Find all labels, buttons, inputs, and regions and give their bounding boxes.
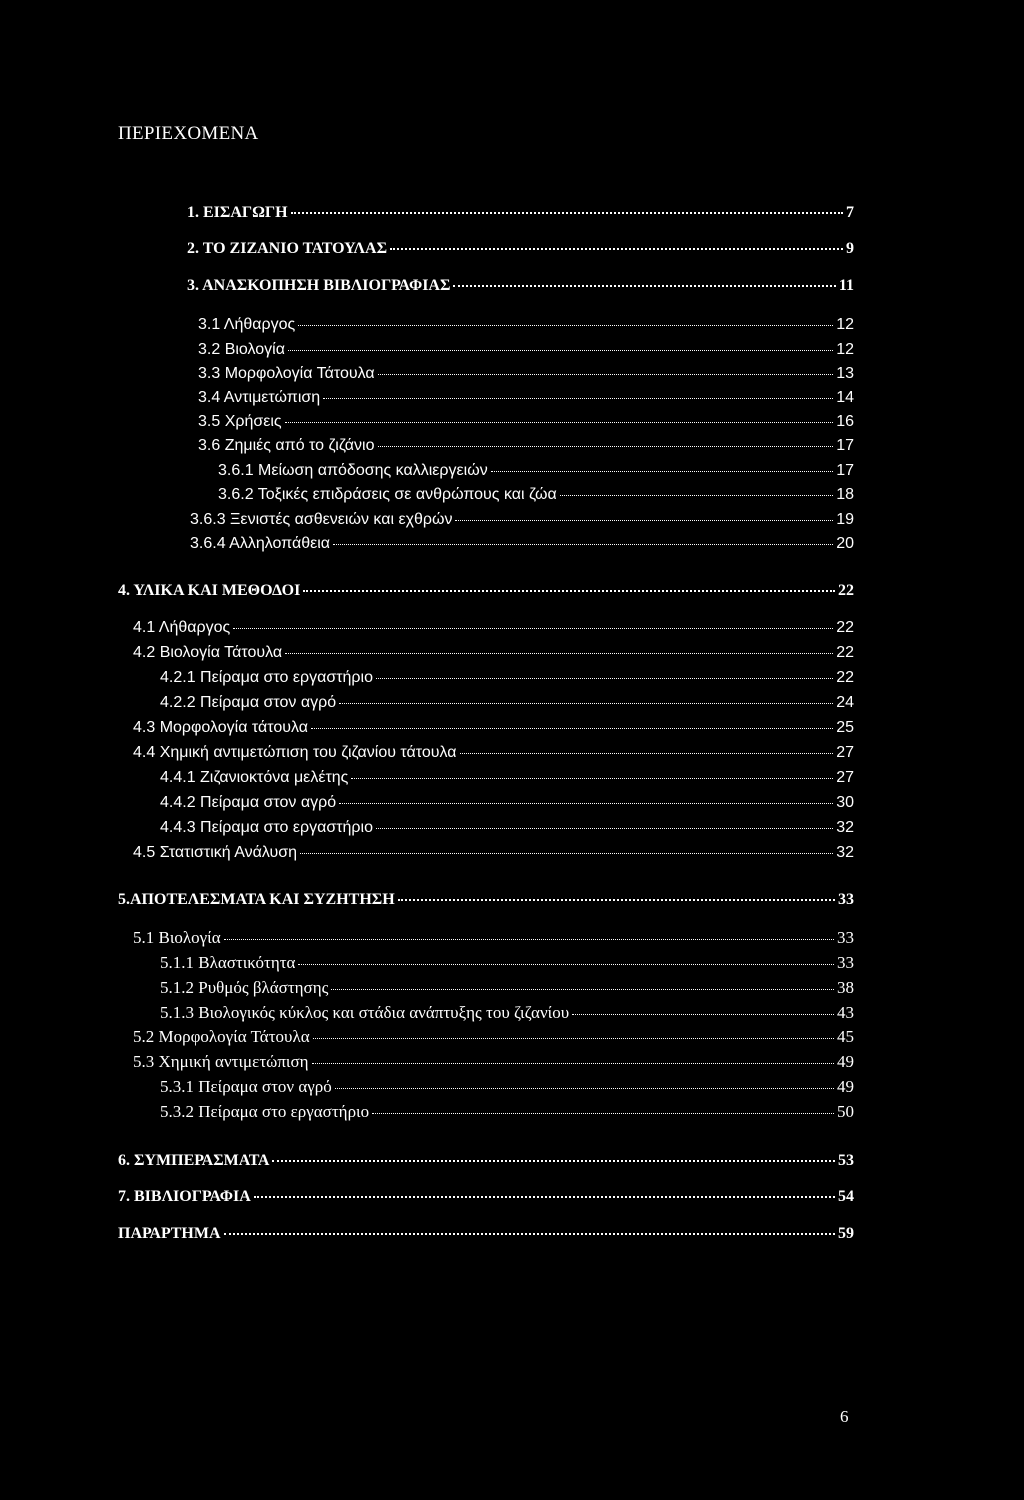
toc-entry[interactable] bbox=[118, 1152, 854, 1170]
dot-leader bbox=[339, 703, 833, 704]
dot-leader bbox=[376, 828, 833, 829]
toc-entry[interactable] bbox=[133, 644, 854, 662]
toc-entry[interactable] bbox=[190, 511, 854, 529]
toc-entry-page: 53 bbox=[838, 1152, 854, 1169]
toc-entry-page: 18 bbox=[836, 486, 854, 503]
toc-entry-label: 3.1 Λήθαργος bbox=[198, 316, 296, 333]
toc-entry[interactable] bbox=[160, 694, 854, 712]
toc-entry[interactable] bbox=[198, 437, 854, 455]
toc-entry-page: 24 bbox=[836, 694, 854, 711]
toc-entry-label: 1. ΕΙΣΑΓΩΓΗ bbox=[187, 204, 288, 221]
dot-leader bbox=[254, 1196, 835, 1198]
toc-entry-label: 5.3.2 Πείραμα στο εργαστήριο bbox=[160, 1102, 370, 1121]
toc-entry-page: 54 bbox=[838, 1188, 854, 1205]
dot-leader bbox=[378, 374, 834, 375]
toc-entry-page: 13 bbox=[836, 365, 854, 382]
toc-entry[interactable] bbox=[198, 365, 854, 383]
toc-entry-label: 2. ΤΟ ΖΙΖΑΝΙΟ ΤΑΤΟΥΛΑΣ bbox=[187, 240, 388, 257]
toc-entry-label: 4.4.2 Πείραμα στον αγρό bbox=[160, 794, 337, 811]
dot-leader bbox=[323, 398, 833, 399]
toc-entry-label: 4.4 Χημική αντιμετώπιση του ζιζανίου τάτουλα bbox=[133, 744, 457, 761]
toc-entry-label: 3.5 Χρήσεις bbox=[198, 413, 282, 430]
dot-leader bbox=[351, 778, 833, 779]
toc-entry-page: 27 bbox=[836, 769, 854, 786]
toc-entry[interactable] bbox=[133, 1052, 854, 1072]
dot-leader bbox=[233, 628, 833, 629]
dot-leader bbox=[285, 653, 833, 654]
dot-leader bbox=[372, 1113, 834, 1114]
dot-leader bbox=[272, 1160, 835, 1162]
dot-leader bbox=[339, 803, 833, 804]
toc-entry[interactable] bbox=[118, 1188, 854, 1206]
dot-leader bbox=[491, 471, 834, 472]
toc-entry-label: ΠΑΡΑΡΤΗΜΑ bbox=[118, 1225, 221, 1242]
toc-entry-label: 3.2 Βιολογία bbox=[198, 341, 285, 358]
toc-entry[interactable] bbox=[160, 669, 854, 687]
toc-entry-label: 4.5 Στατιστική Ανάλυση bbox=[133, 844, 298, 861]
toc-entry[interactable] bbox=[133, 844, 854, 862]
toc-entry[interactable] bbox=[160, 1003, 854, 1023]
toc-entry-label: 4.2.1 Πείραμα στο εργαστήριο bbox=[160, 669, 373, 686]
dot-leader bbox=[460, 753, 834, 754]
toc-entry-label: 4.4.1 Ζιζανιοκτόνα μελέτης bbox=[160, 769, 349, 786]
toc-entry[interactable] bbox=[160, 769, 854, 787]
dot-leader bbox=[298, 325, 833, 326]
dot-leader bbox=[335, 1088, 834, 1089]
dot-leader bbox=[378, 446, 834, 447]
toc-entry[interactable] bbox=[160, 1077, 854, 1097]
toc-entry-label: 4.4.3 Πείραμα στο εργαστήριο bbox=[160, 819, 373, 836]
toc-entry[interactable] bbox=[198, 389, 854, 407]
toc-entry-label: 5.ΑΠΟΤΕΛΕΣΜΑΤΑ ΚΑΙ ΣΥΖΗΤΗΣΗ bbox=[118, 891, 395, 908]
dot-leader bbox=[312, 1063, 834, 1064]
toc-entry-page: 16 bbox=[836, 413, 854, 430]
toc-entry-label: 6. ΣΥΜΠΕΡΑΣΜΑΤΑ bbox=[118, 1152, 270, 1169]
dot-leader bbox=[300, 853, 833, 854]
dot-leader bbox=[285, 422, 834, 423]
toc-entry-page: 38 bbox=[837, 978, 854, 997]
dot-leader bbox=[331, 989, 834, 990]
dot-leader bbox=[455, 520, 833, 521]
dot-leader bbox=[224, 1233, 835, 1235]
toc-entry[interactable] bbox=[133, 744, 854, 762]
dot-leader bbox=[291, 212, 843, 214]
toc-entry-page: 45 bbox=[837, 1027, 854, 1046]
dot-leader bbox=[303, 590, 835, 592]
toc-entry-page: 9 bbox=[846, 240, 854, 257]
toc-entry[interactable] bbox=[118, 582, 854, 600]
toc-entry-page: 22 bbox=[838, 582, 854, 599]
toc-entry-label: 5.2 Μορφολογία Τάτουλα bbox=[133, 1027, 310, 1046]
toc-entry[interactable] bbox=[187, 277, 854, 295]
toc-entry-page: 30 bbox=[836, 794, 854, 811]
toc-entry-page: 12 bbox=[836, 316, 854, 333]
toc-entry[interactable] bbox=[160, 978, 854, 998]
toc-entry-page: 59 bbox=[838, 1225, 854, 1242]
dot-leader bbox=[453, 285, 835, 287]
toc-entry[interactable] bbox=[187, 204, 854, 222]
dot-leader bbox=[560, 495, 833, 496]
toc-entry-page: 22 bbox=[836, 669, 854, 686]
toc-entry-page: 49 bbox=[837, 1077, 854, 1096]
toc-entry-page: 32 bbox=[836, 844, 854, 861]
toc-entry-page: 19 bbox=[836, 511, 854, 528]
toc-entry-label: 5.3 Χημική αντιμετώπιση bbox=[133, 1052, 309, 1071]
toc-entry-page: 22 bbox=[836, 644, 854, 661]
toc-entry[interactable] bbox=[187, 240, 854, 258]
toc-entry[interactable] bbox=[190, 535, 854, 553]
dot-leader bbox=[311, 728, 833, 729]
toc-entry-page: 49 bbox=[837, 1052, 854, 1071]
dot-leader bbox=[288, 350, 833, 351]
toc-entry-label: 4.2.2 Πείραμα στον αγρό bbox=[160, 694, 337, 711]
toc-entry-label: 3.6.2 Τοξικές επιδράσεις σε ανθρώπους και ζώα bbox=[218, 486, 557, 503]
toc-entry-page: 25 bbox=[836, 719, 854, 736]
toc-entry[interactable] bbox=[133, 719, 854, 737]
toc-entry-page: 17 bbox=[836, 462, 854, 479]
toc-entry-label: 3.6.1 Μείωση απόδοσης καλλιεργειών bbox=[218, 462, 488, 479]
page-title: ΠΕΡΙΕΧΟΜΕΝΑ bbox=[118, 123, 259, 144]
toc-entry-label: 5.1 Βιολογία bbox=[133, 928, 221, 947]
toc-entry-label: 3.4 Αντιμετώπιση bbox=[198, 389, 321, 406]
toc-entry[interactable] bbox=[133, 928, 854, 948]
dot-leader bbox=[298, 964, 834, 965]
toc-entry-page: 33 bbox=[838, 891, 854, 908]
toc-entry-label: 3.6.4 Αλληλοπάθεια bbox=[190, 535, 331, 552]
toc-entry[interactable] bbox=[133, 1027, 854, 1047]
toc-entry-label: 5.3.1 Πείραμα στον αγρό bbox=[160, 1077, 332, 1096]
toc-entry-label: 4. ΥΛΙΚΑ ΚΑΙ ΜΕΘΟΔΟΙ bbox=[118, 582, 301, 599]
toc-entry[interactable] bbox=[118, 1225, 854, 1243]
toc-entry-page: 33 bbox=[837, 953, 854, 972]
toc-entry-label: 3.6 Ζημιές από το ζιζάνιο bbox=[198, 437, 375, 454]
dot-leader bbox=[390, 248, 843, 250]
toc-entry-label: 4.2 Βιολογία Τάτουλα bbox=[133, 644, 283, 661]
toc-entry-page: 32 bbox=[836, 819, 854, 836]
toc-entry[interactable] bbox=[133, 619, 854, 637]
toc-entry[interactable] bbox=[118, 891, 854, 909]
toc-entry-label: 5.1.1 Βλαστικότητα bbox=[160, 953, 296, 972]
dot-leader bbox=[572, 1014, 834, 1015]
toc-entry[interactable] bbox=[160, 819, 854, 837]
toc-entry-page: 12 bbox=[836, 341, 854, 358]
toc-entry-page: 43 bbox=[837, 1003, 854, 1022]
toc-entry-label: 5.1.2 Ρυθμός βλάστησης bbox=[160, 978, 329, 997]
toc-entry-page: 33 bbox=[837, 928, 854, 947]
toc-entry-label: 5.1.3 Βιολογικός κύκλος και στάδια ανάπτυξης του ζιζανίου bbox=[160, 1003, 570, 1022]
dot-leader bbox=[224, 939, 834, 940]
toc-entry[interactable] bbox=[198, 413, 854, 431]
toc-entry[interactable] bbox=[160, 953, 854, 973]
toc-entry-page: 17 bbox=[836, 437, 854, 454]
toc-entry-page: 20 bbox=[836, 535, 854, 552]
dot-leader bbox=[398, 899, 835, 901]
toc-entry[interactable] bbox=[218, 486, 854, 504]
toc-entry-page: 22 bbox=[836, 619, 854, 636]
toc-entry[interactable] bbox=[160, 794, 854, 812]
toc-entry[interactable] bbox=[198, 316, 854, 334]
toc-entry-label: 3. ΑΝΑΣΚΟΠΗΣΗ ΒΙΒΛΙΟΓΡΑΦΙΑΣ bbox=[187, 277, 451, 294]
page-number: 6 bbox=[840, 1407, 849, 1426]
toc-entry-page: 7 bbox=[846, 204, 854, 221]
toc-entry[interactable] bbox=[198, 341, 854, 359]
toc-entry-label: 3.6.3 Ξενιστές ασθενειών και εχθρών bbox=[190, 511, 453, 528]
toc-entry-label: 4.3 Μορφολογία τάτουλα bbox=[133, 719, 308, 736]
toc-entry[interactable] bbox=[160, 1102, 854, 1122]
toc-entry-page: 11 bbox=[838, 277, 854, 294]
toc-entry-page: 14 bbox=[836, 389, 854, 406]
toc-entry-label: 4.1 Λήθαργος bbox=[133, 619, 231, 636]
toc-entry[interactable] bbox=[218, 462, 854, 480]
dot-leader bbox=[313, 1038, 834, 1039]
toc-entry-page: 50 bbox=[837, 1102, 854, 1121]
dot-leader bbox=[376, 678, 833, 679]
dot-leader bbox=[333, 544, 833, 545]
toc-entry-page: 27 bbox=[836, 744, 854, 761]
toc-entry-label: 3.3 Μορφολογία Τάτουλα bbox=[198, 365, 375, 382]
toc-entry-label: 7. ΒΙΒΛΙΟΓΡΑΦΙΑ bbox=[118, 1188, 251, 1205]
